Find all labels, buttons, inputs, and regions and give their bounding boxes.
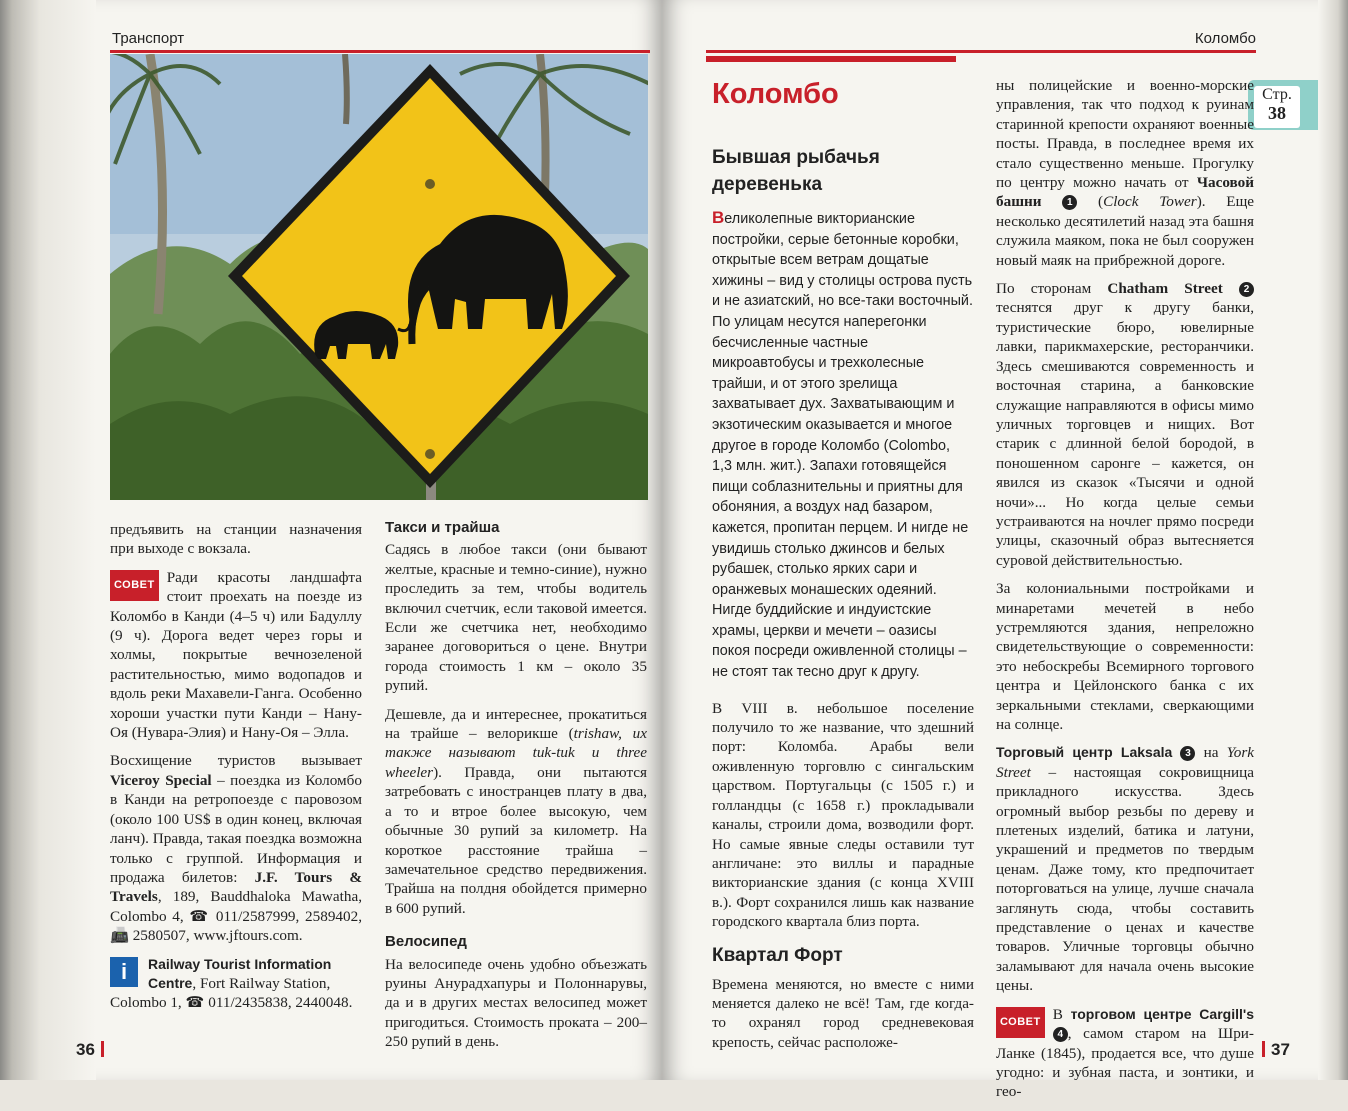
right-column-1 xyxy=(712,144,974,1061)
page-reference-box xyxy=(1254,86,1300,128)
italic-text: trishaw, их также называют tuk-tuk и three wheeler xyxy=(385,725,647,781)
left-column-2 xyxy=(385,518,647,1061)
laksala-label: Торговый центр Laksala xyxy=(996,744,1173,761)
tip-badge: СОВЕТ xyxy=(996,1007,1045,1038)
paragraph-trishaw xyxy=(385,705,647,918)
text: По сторонам xyxy=(996,280,1108,298)
page-number: 36 xyxy=(76,1040,95,1059)
page-edge-shadow xyxy=(0,0,96,1080)
section-heading-fishing-village: Бывшая рыбачья деревенька xyxy=(712,147,880,195)
elephant-sign-photo xyxy=(110,54,648,500)
running-head-left: Транспорт xyxy=(112,30,185,47)
drop-cap: В xyxy=(712,208,725,227)
title-accent-bar xyxy=(706,56,956,62)
page-reference-tab xyxy=(1248,80,1318,130)
paragraph: Садясь в любое такси (они бывают желтые, красные и темно-синие), нужно проследить за тем, чтобы водитель включил счетчик, если таковой имеется. Если же счетчика нет, необходимо заранее договориться о цене. Внутри города стоимость 1 км – около 35 рупий. xyxy=(385,541,647,695)
tip-paragraph-cargills xyxy=(996,1005,1254,1102)
jf-tours-label: J.F. Tours & Travels xyxy=(110,868,362,906)
viceroy-special-label: Viceroy Special xyxy=(110,771,212,789)
section-heading-bicycle: Велосипед xyxy=(385,933,467,951)
tip-badge: СОВЕТ xyxy=(110,570,159,601)
elephant-sign-icon xyxy=(110,54,648,500)
page-reference-number: 38 xyxy=(1268,103,1286,123)
paragraph-clock-tower: ны полицейские и военно-морские управления, так что подход к руинам старинной крепости охраняют военные посты. Правда, в последнее время их стало существенно меньше. Прогулку по центру можно начать от Часовой башни 1 (Clock Tower). Еще несколько десятилетий назад эта башня служила маяком, пока не был сооружен новый маяк на прибрежной дороге. xyxy=(996,77,1255,269)
right-column-2 xyxy=(996,76,1254,1111)
folio-bar xyxy=(1262,1041,1265,1057)
tip-text: Ради красоты ландшафта стоит проехать на поезде из Коломбо в Канди (4–5 ч) или Бадуллу (9 ч). Дорога ведет через горы и холмы, покрытые вечнозеленой растительностью, мимо водопадов и вдоль реки Махавели-Ганга. Особенно хороши участки пути Канди – Нану-Оя (Нувара-Элия) и Нану-Оя – Элла. xyxy=(110,568,362,742)
text: Восхищение туристов вызывает xyxy=(110,752,362,770)
map-marker-3: 3 xyxy=(1180,746,1195,761)
map-marker-4: 4 xyxy=(1053,1027,1068,1042)
paragraph-viceroy xyxy=(110,751,362,945)
page-number: 37 xyxy=(1271,1040,1290,1059)
paragraph-history: В VIII в. небольшое поселение получило то же название, что здешний порт: Коломба. Арабы вели оживленную торговлю с сингальским царством. Португальцы (с 1505 г.) и голландцы (с 1658 г.) прокладывали каналы, строили дома, возводили форт. Но самые явные следы оставили тут англичане: это виллы и парадные викторианские здания (с конца XVIII в.). Форт сохранился лишь как название городского квартала близ порта. xyxy=(712,699,974,931)
section-heading-taxi: Такси и трайша xyxy=(385,519,500,536)
tip-paragraph xyxy=(110,568,362,743)
page-number-right xyxy=(1256,1040,1290,1060)
info-icon: i xyxy=(110,957,138,987)
text: Дешевле, да и интереснее, прокатиться на трайше – велорикше ( xyxy=(385,705,647,743)
text: – настоящая сокровищница прикладного искусства. Здесь огромный выбор резьбы по дереву и плетеных изделий, батика и латуни, украшений и предметов по твердым ценам. Даже тому, кто предпочитает поторговаться на улице, лучше сначала заглянуть сюда, чтобы составить представление о ценах и качестве товаров. Уличные торговцы обычно заламывают для начала очень высокие цены. xyxy=(996,763,1254,995)
header-rule-left xyxy=(110,50,650,53)
text: , самом старом на Шри-Ланке (1845), продается все, что душе угодно: и зубная паста, и зонтики, и гео- xyxy=(996,1025,1254,1101)
left-column-1 xyxy=(110,520,362,1022)
running-head-right: Коломбо xyxy=(1194,30,1256,47)
left-page xyxy=(0,0,662,1080)
text: ). Правда, они пытаются затребовать с иностранцев плату в два, а то и втрое более высокую, чем обычные 30 рупий за километр. На короткое расстояние трайша – замечательное средство передвижения. Трайша на полдня обойдется примерно в 600 рупий. xyxy=(385,763,647,917)
paragraph-laksala xyxy=(996,743,1254,995)
paragraph-fort: Времена меняются, но вместе с ними меняется далеко не всё! Там, где когда-то охранял город средневековая крепость, сейчас расположе- xyxy=(712,975,974,1051)
lead-paragraph xyxy=(712,208,974,683)
text: , Fort Railway Station, Colombo 1, ☎ 011/2435838, 2440048. xyxy=(110,974,353,1012)
italic-text: Clock Tower xyxy=(1103,193,1197,211)
paragraph: предъявить на станции назначения при выходе с вокзала. xyxy=(110,521,362,558)
page-title: Коломбо xyxy=(712,78,839,110)
folio-bar xyxy=(101,1041,104,1057)
text: теснятся друг к другу банки, туристические бюро, ювелирные лавки, парикмахерские, ресторанчики. Здесь смешиваются современность и восточная старина, а банковские служащие направляются в офисы мимо уличных торговцев и нищих. Вот старик с длинной белой бородой, в поношенном саронге – кажется, он явился из сказок «Тысячи и одной ночи»... Но когда целые семьи устраиваются на ночлег прямо посреди улицы, сказочный образ вытесняется суровой действительностью. xyxy=(996,299,1254,569)
clock-tower-label: Часовой башни xyxy=(996,174,1254,211)
paragraph-chatham xyxy=(996,279,1254,570)
text: ны полицейские и военно-морские управления, так что подход к руинам старинной крепости охраняют военные посты. Правда, в последнее время их стало существенно меньше. Прогулку по центру можно начать от xyxy=(996,77,1254,192)
page-number-left xyxy=(76,1040,110,1060)
text: В xyxy=(1052,1005,1071,1023)
page-edge-shadow xyxy=(1318,0,1348,1080)
map-marker-1: 1 xyxy=(1062,195,1077,210)
text: на xyxy=(1195,744,1227,762)
chatham-street-label: Chatham Street xyxy=(1107,280,1223,298)
map-marker-2: 2 xyxy=(1239,282,1254,297)
info-paragraph xyxy=(110,955,362,1013)
paragraph-skyscrapers: За колониальными постройками и минаретами мечетей в небо устремляются здания, непреложно свидетельствующие о современности: это небоскребы Всемирного торгового центра и Цейлонского банка с их зеркальными стеклами, сверкающими на солнце. xyxy=(996,580,1254,733)
railway-info-label: Railway Tourist Information Centre xyxy=(148,955,332,991)
text: , 189, Bauddhaloka Mawatha, Colombo 4, ☎ 011/2587999, 2589402, 📠 2580507, www.jftours.com. xyxy=(110,888,362,945)
cargills-label: торговом центре Cargill's xyxy=(1070,1005,1254,1022)
text: ). Еще несколько десятилетий назад эта башня служила маяком, пока не был сооружен новый маяк на прибрежной дороге. xyxy=(996,193,1255,269)
section-heading-fort: Квартал Форт xyxy=(712,944,843,966)
page-reference-label: Стр. xyxy=(1262,86,1292,103)
lead-text: еликолепные викторианские постройки, серые бетонные коробки, открытые всем ветрам дощатые хижины – вид у столицы острова пусть и не азиатский, но все-таки восточный. По улицам несутся наперегонки бесчисленные частные микроавтобусы и трехколесные трайши, и от этого зрелища захватывает дух. Захватывающим и экзотическим оказывается и многое другое в городе Коломбо (Colombo, 1,3 млн. жит.). Запахи готовящейся пищи соблазнительны и приятны для обоняния, а воздух над базаром, кажется, пропитан перцем. И нигде не увидишь столько джинсов и белых рубашек, столько ярких сари и оранжевых монашеских одеяний. Нигде буддийские и индуистские храмы, церкви и мечети – оазисы покоя посреди оживленной столицы – не стоят так тесно друг к другу. xyxy=(712,211,973,681)
italic-text: York Street xyxy=(996,744,1254,781)
header-rule-right xyxy=(706,50,1256,53)
paragraph: На велосипеде очень удобно объезжать руины Анурадхапуры и Полоннарувы, да и в других местах велосипед может пригодиться. Стоимость проката – 200–250 рупий в день. xyxy=(385,955,647,1051)
text: – поездка из Коломбо в Канди на ретропоезде с паровозом (около 100 US$ в один конец, включая ланч). Правда, такая поездка возможна только с группой. Информация и продажа билетов: xyxy=(110,771,362,886)
